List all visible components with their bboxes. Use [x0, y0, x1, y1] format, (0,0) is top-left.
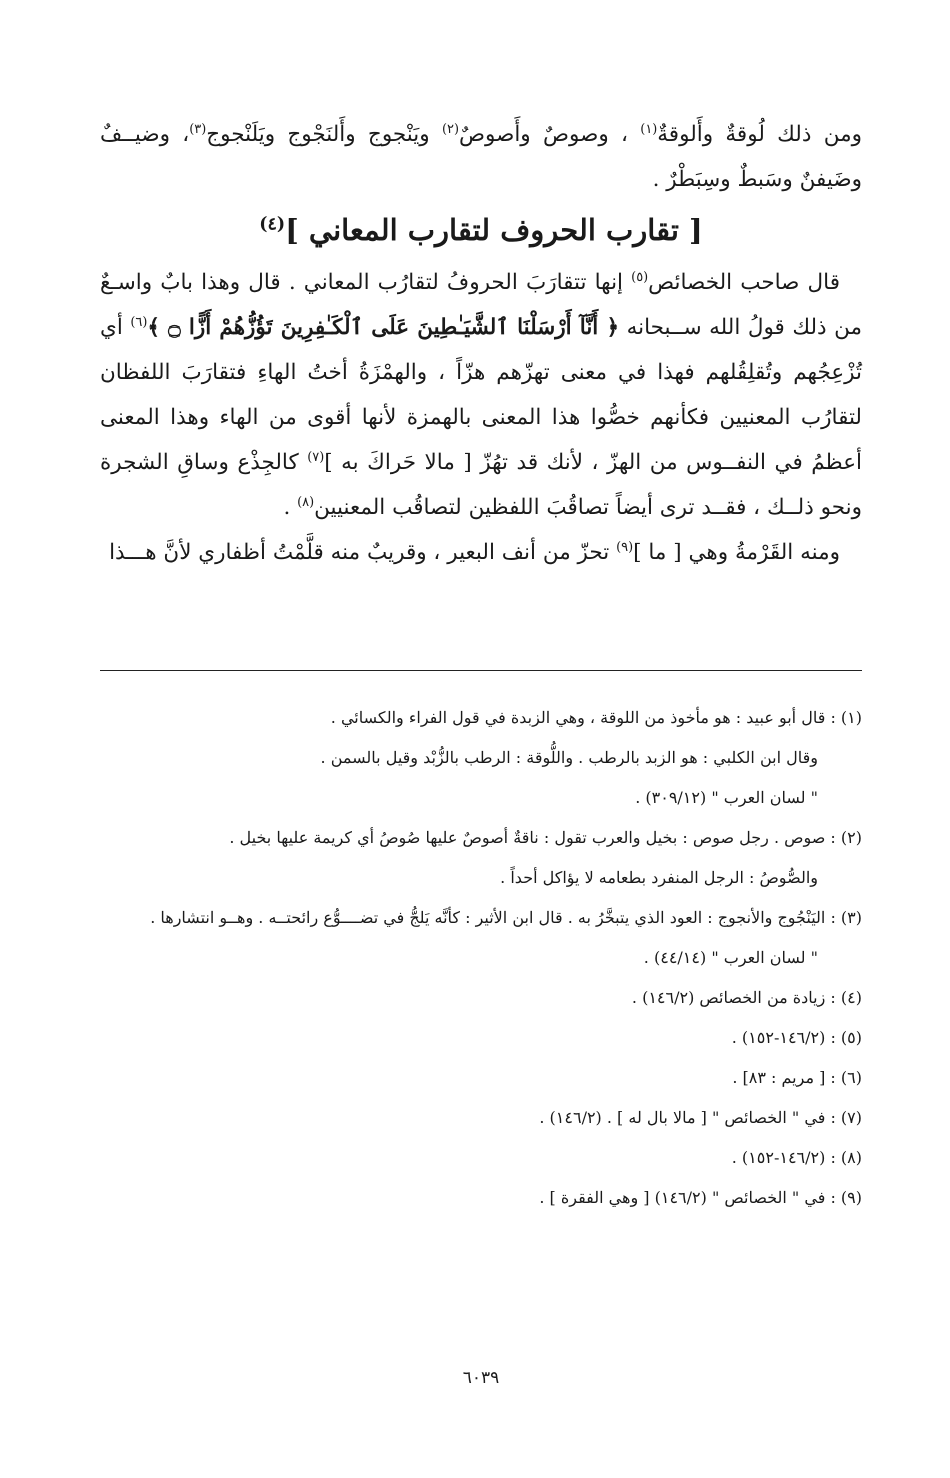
- text-run: إنها تتقارَبَ الحروفُ لتقارُب المعاني . قال وهذا بابٌ واسـعٌ من ذلك قولُ الله ســبحانه: [100, 270, 862, 340]
- footnote-3: (٣) : اليَنْجُوج والأنجوج : العود الذي يتبخَّرُ به . قال ابن الأثير : كأنَّه يَلجُّ في تضــــوُّع رائحتــه . وهــو انتشارها .: [150, 908, 862, 927]
- section-heading: [100, 206, 862, 254]
- paragraph-3: [100, 530, 862, 575]
- footnote-7: (٧) : في " الخصائص " [ مالا بال له ] . (١٤٦/٢) .: [539, 1108, 862, 1127]
- text-run: ، وصوصٌ وأَصوصٌ: [458, 122, 628, 147]
- text-run: كالجِذْع وساقِ الشجرة ونحو ذلــك ، فقــد ترى أيضاً تصاقُبَ اللفظين لتصاقُب المعنيين: [100, 450, 862, 520]
- footnote-1: (١) : قال أبو عبيد : هو مأخوذ من اللوقة ، وهي الزبدة في قول الفراء والكسائي .: [330, 708, 862, 727]
- heading-text: [ تقارب الحروف لتقارب المعاني ]: [285, 213, 703, 247]
- paragraph-2: [100, 260, 862, 530]
- footnote-ref-7[interactable]: (٧): [307, 449, 325, 465]
- text-run: ومنه القَرْمةُ وهي [ ما ]: [633, 540, 840, 565]
- page: [100, 112, 862, 1478]
- footnote-ref-8[interactable]: (٨): [297, 494, 315, 510]
- text-run: ، وضيــفٌ وضَيفنٌ وسَبطٌ وسِبَطْرٌ .: [100, 122, 862, 192]
- footnote-ref-2[interactable]: (٢): [441, 121, 459, 137]
- footnote-ref-6[interactable]: (٦): [130, 314, 148, 330]
- footnote-5: (٥) : (١٤٦/٢-١٥٢) .: [731, 1028, 862, 1047]
- footnote-ref-9[interactable]: (٩): [616, 539, 634, 555]
- text-run: ويَنْجوج وأَلنَجْوج ويَلَنْجوج: [206, 122, 430, 147]
- footnotes: [100, 698, 862, 1218]
- footnote-1-source: " لسان العرب " (٣٠٩/١٢) .: [635, 788, 818, 807]
- footnote-6: (٦) : [ مريم : ٨٣] .: [732, 1068, 862, 1087]
- footnote-8: (٨) : (١٤٦/٢-١٥٢) .: [731, 1148, 862, 1167]
- footnote-9: (٩) : في " الخصائص " (١٤٦/٢) [ وهي الفقرة ] .: [539, 1188, 862, 1207]
- footnote-divider: [100, 670, 862, 671]
- footnote-ref-1[interactable]: (١): [640, 121, 658, 137]
- quran-verse: ﴿ أَنَّآ أَرْسَلْنَا ٱلشَّيَـٰطِينَ عَلَى ٱلْكَـٰفِرِينَ تَؤُزُّهُمْ أَزًّا ۝ ﴾: [147, 315, 620, 340]
- text-run: .: [283, 495, 291, 520]
- page-number: ٦٠٣٩: [462, 1368, 500, 1388]
- main-text: [100, 112, 862, 575]
- footnote-4: (٤) : زيادة من الخصائص (١٤٦/٢) .: [631, 988, 862, 1007]
- footnote-ref-3[interactable]: (٣): [189, 121, 207, 137]
- footnote-ref-5[interactable]: (٥): [631, 269, 649, 285]
- footnote-2-cont: والصُّوصُ : الرجل المنفرد بطعامه لا يؤاكل أحداً .: [500, 868, 818, 887]
- footnote-3-source: " لسان العرب " (٤٤/١٤) .: [643, 948, 818, 967]
- footnote-ref-4[interactable]: (٤): [259, 214, 286, 235]
- footnote-1-cont: وقال ابن الكلبي : هو الزبد بالرطب . واللُّوقة : الرطب بالزُّبْد وقيل بالسمن .: [320, 748, 818, 767]
- text-run: ومن ذلك لُوقةٌ وأَلوقةٌ: [657, 122, 862, 147]
- text-run: أي تُزْعِجُهم وتُقلِقُلهم فهذا في معنى تهزّهم هزّاً ، والهمْزَةُ أختُ الهاءِ فتقارَبَ اللفظان لتقارُب المعنيين فكأنهم خصُّوا هذا المعنى بالهمزة لأنها أقوى من الهاء وهذا المعنى أعظمُ في النفــوس من الهزّ ، لأنك قد تهُزّ [ مالا حَراكَ به ]: [100, 315, 862, 475]
- text-run: تحزّ من أنف البعير ، وقريبٌ منه قلَّمْتُ أظفاري لأنَّ هـــذا: [109, 540, 610, 565]
- footnote-2: (٢) : صوص . رجل صوص : بخيل والعرب تقول : ناقةٌ أصوصٌ عليها صُوصُ أي كريمة عليها بخيل .: [229, 828, 862, 847]
- paragraph-1: [100, 112, 862, 202]
- text-run: قال صاحب الخصائص: [648, 270, 841, 295]
